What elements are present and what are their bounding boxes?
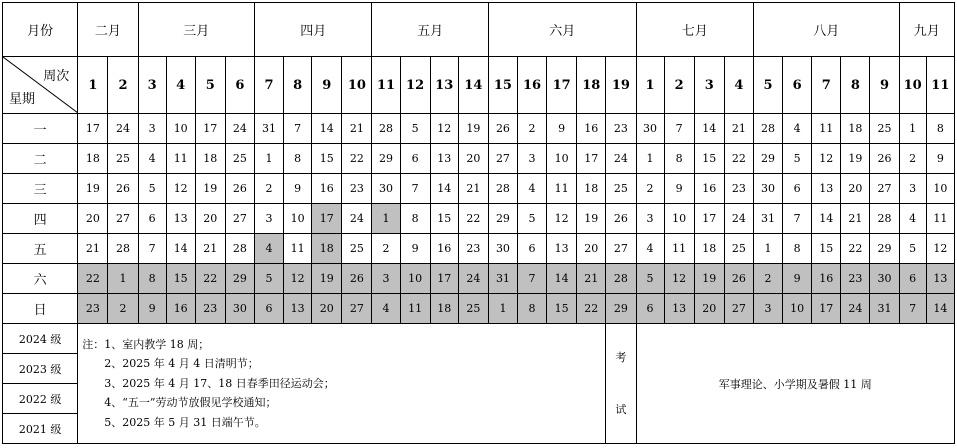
date-cell: 19	[694, 264, 724, 294]
date-cell: 28	[870, 204, 899, 234]
date-cell: 18	[694, 234, 724, 264]
date-cell: 12	[547, 204, 577, 234]
date-cell: 10	[926, 174, 954, 204]
date-cell: 22	[342, 144, 372, 174]
date-cell: 5	[899, 234, 926, 264]
date-cell: 31	[753, 204, 782, 234]
week-number: 17	[547, 57, 577, 114]
date-cell: 21	[342, 114, 372, 144]
day-row	[3, 114, 955, 144]
date-cell: 3	[372, 264, 400, 294]
date-cell: 28	[372, 114, 400, 144]
date-cell: 8	[664, 144, 694, 174]
date-cell: 19	[195, 174, 225, 204]
date-cell: 25	[606, 174, 636, 204]
date-cell: 23	[195, 294, 225, 324]
date-cell: 12	[166, 174, 195, 204]
date-cell: 5	[783, 144, 812, 174]
date-cell: 27	[724, 294, 753, 324]
date-cell: 18	[841, 114, 870, 144]
date-cell: 28	[753, 114, 782, 144]
date-cell: 17	[577, 144, 606, 174]
date-cell: 26	[342, 264, 372, 294]
date-cell: 14	[812, 204, 841, 234]
date-cell: 21	[458, 174, 488, 204]
week-number: 16	[518, 57, 547, 114]
grade-label: 2023 级	[3, 354, 78, 384]
weekday-label: 一	[3, 114, 78, 144]
date-cell: 16	[312, 174, 342, 204]
date-cell: 3	[636, 204, 664, 234]
date-cell: 17	[430, 264, 458, 294]
date-cell: 9	[400, 234, 430, 264]
date-cell: 2	[899, 144, 926, 174]
date-cell: 21	[577, 264, 606, 294]
date-cell: 15	[694, 144, 724, 174]
date-cell: 15	[547, 294, 577, 324]
date-cell: 5	[636, 264, 664, 294]
date-cell: 4	[518, 174, 547, 204]
date-cell: 12	[430, 114, 458, 144]
date-cell: 23	[342, 174, 372, 204]
date-cell: 12	[664, 264, 694, 294]
day-row	[3, 264, 955, 294]
date-cell: 8	[284, 144, 312, 174]
date-cell: 19	[577, 204, 606, 234]
date-cell: 22	[458, 204, 488, 234]
exam-char: 考	[615, 350, 627, 364]
date-cell: 18	[577, 174, 606, 204]
date-cell: 31	[870, 294, 899, 324]
date-cell: 21	[78, 234, 108, 264]
date-cell: 3	[899, 174, 926, 204]
exam-char: 试	[615, 402, 627, 416]
week-number: 2	[108, 57, 138, 114]
date-cell: 11	[812, 114, 841, 144]
date-cell: 14	[430, 174, 458, 204]
date-cell: 6	[400, 144, 430, 174]
date-cell: 23	[724, 174, 753, 204]
date-cell: 6	[636, 294, 664, 324]
date-cell: 14	[312, 114, 342, 144]
date-cell: 24	[458, 264, 488, 294]
date-cell: 4	[899, 204, 926, 234]
date-cell: 23	[78, 294, 108, 324]
date-cell: 27	[606, 234, 636, 264]
date-cell: 9	[926, 144, 954, 174]
date-cell: 11	[664, 234, 694, 264]
date-cell: 1	[488, 294, 517, 324]
date-cell: 19	[458, 114, 488, 144]
date-cell: 24	[841, 294, 870, 324]
date-cell: 8	[400, 204, 430, 234]
date-cell: 17	[78, 114, 108, 144]
date-cell: 10	[783, 294, 812, 324]
date-cell: 26	[724, 264, 753, 294]
date-cell: 6	[254, 294, 283, 324]
date-cell: 7	[284, 114, 312, 144]
week-number: 11	[926, 57, 954, 114]
date-cell: 13	[812, 174, 841, 204]
note-line: 注：1、室内教学 18 周；	[82, 337, 210, 351]
date-cell: 5	[400, 114, 430, 144]
date-cell: 13	[284, 294, 312, 324]
date-cell: 25	[108, 144, 138, 174]
date-cell: 14	[694, 114, 724, 144]
date-cell: 19	[78, 174, 108, 204]
date-cell: 13	[926, 264, 954, 294]
date-cell: 22	[724, 144, 753, 174]
day-row	[3, 294, 955, 324]
month-may: 五月	[372, 3, 488, 57]
date-cell: 21	[724, 114, 753, 144]
date-cell: 30	[488, 234, 517, 264]
corner-cell	[3, 57, 78, 114]
date-cell: 4	[636, 234, 664, 264]
date-cell: 28	[225, 234, 254, 264]
date-cell: 14	[166, 234, 195, 264]
date-cell: 1	[108, 264, 138, 294]
day-row	[3, 174, 955, 204]
date-cell: 9	[783, 264, 812, 294]
date-cell: 3	[138, 114, 166, 144]
date-cell: 25	[225, 144, 254, 174]
date-cell: 28	[488, 174, 517, 204]
date-cell: 30	[870, 264, 899, 294]
date-cell: 27	[225, 204, 254, 234]
date-cell: 22	[577, 294, 606, 324]
date-cell: 1	[254, 144, 283, 174]
weekday-label: 二	[3, 144, 78, 174]
date-cell: 17	[694, 204, 724, 234]
date-cell: 6	[138, 204, 166, 234]
date-cell: 31	[488, 264, 517, 294]
date-cell: 17	[195, 114, 225, 144]
date-cell: 4	[783, 114, 812, 144]
date-cell: 29	[753, 144, 782, 174]
week-label: 周次	[43, 69, 70, 84]
week-number: 6	[783, 57, 812, 114]
date-cell: 27	[108, 204, 138, 234]
week-number: 8	[284, 57, 312, 114]
date-cell: 25	[724, 234, 753, 264]
date-cell: 20	[841, 174, 870, 204]
date-cell: 24	[724, 204, 753, 234]
date-cell: 8	[138, 264, 166, 294]
weekday-label: 三	[3, 174, 78, 204]
date-cell: 10	[166, 114, 195, 144]
date-cell: 1	[372, 204, 400, 234]
weekday-label: 六	[3, 264, 78, 294]
date-cell: 26	[870, 144, 899, 174]
week-number: 7	[254, 57, 283, 114]
week-number: 4	[166, 57, 195, 114]
date-cell: 27	[342, 294, 372, 324]
school-calendar-table	[2, 2, 955, 444]
week-number: 9	[312, 57, 342, 114]
date-cell: 28	[606, 264, 636, 294]
date-cell: 25	[342, 234, 372, 264]
week-number: 4	[724, 57, 753, 114]
date-cell: 1	[636, 144, 664, 174]
date-cell: 11	[400, 294, 430, 324]
date-cell: 30	[225, 294, 254, 324]
date-cell: 17	[312, 204, 342, 234]
date-cell: 6	[899, 264, 926, 294]
date-cell: 29	[372, 144, 400, 174]
date-cell: 24	[225, 114, 254, 144]
week-number: 19	[606, 57, 636, 114]
week-number: 1	[78, 57, 108, 114]
date-cell: 7	[400, 174, 430, 204]
date-cell: 21	[841, 204, 870, 234]
grade-label: 2024 级	[3, 324, 78, 354]
date-cell: 13	[547, 234, 577, 264]
week-number: 5	[753, 57, 782, 114]
date-cell: 8	[518, 294, 547, 324]
date-cell: 15	[812, 234, 841, 264]
week-number: 18	[577, 57, 606, 114]
date-cell: 6	[783, 174, 812, 204]
month-mar: 三月	[138, 3, 254, 57]
week-number: 3	[694, 57, 724, 114]
week-number: 12	[400, 57, 430, 114]
date-cell: 12	[926, 234, 954, 264]
grade-label: 2022 级	[3, 384, 78, 414]
day-label: 星期	[9, 92, 36, 107]
date-cell: 18	[195, 144, 225, 174]
date-cell: 18	[78, 144, 108, 174]
date-cell: 20	[458, 144, 488, 174]
date-cell: 19	[312, 264, 342, 294]
week-number: 9	[870, 57, 899, 114]
day-row	[3, 144, 955, 174]
date-cell: 19	[841, 144, 870, 174]
date-cell: 24	[108, 114, 138, 144]
note-line: 3、2025 年 4 月 17、18 日春季田径运动会；	[104, 376, 335, 390]
date-cell: 26	[606, 204, 636, 234]
date-cell: 17	[812, 294, 841, 324]
date-cell: 2	[254, 174, 283, 204]
date-cell: 12	[284, 264, 312, 294]
date-cell: 3	[753, 294, 782, 324]
date-cell: 7	[138, 234, 166, 264]
date-cell: 27	[488, 144, 517, 174]
date-cell: 29	[870, 234, 899, 264]
week-number: 15	[488, 57, 517, 114]
month-feb: 二月	[78, 3, 138, 57]
date-cell: 24	[606, 144, 636, 174]
date-cell: 26	[488, 114, 517, 144]
date-cell: 30	[636, 114, 664, 144]
date-cell: 22	[195, 264, 225, 294]
date-cell: 31	[254, 114, 283, 144]
date-cell: 22	[78, 264, 108, 294]
date-cell: 29	[488, 204, 517, 234]
date-cell: 8	[783, 234, 812, 264]
month-header-row	[3, 3, 955, 57]
date-cell: 13	[430, 144, 458, 174]
date-cell: 27	[870, 174, 899, 204]
date-cell: 4	[138, 144, 166, 174]
day-row	[3, 204, 955, 234]
date-cell: 6	[518, 234, 547, 264]
date-cell: 24	[342, 204, 372, 234]
date-cell: 9	[138, 294, 166, 324]
month-sep: 九月	[899, 3, 954, 57]
date-cell: 23	[841, 264, 870, 294]
date-cell: 7	[518, 264, 547, 294]
week-number: 8	[841, 57, 870, 114]
date-cell: 30	[753, 174, 782, 204]
date-cell: 9	[664, 174, 694, 204]
weekday-label: 四	[3, 204, 78, 234]
month-label: 月份	[3, 3, 78, 57]
date-cell: 4	[372, 294, 400, 324]
footer-section	[3, 324, 955, 444]
week-number: 11	[372, 57, 400, 114]
date-cell: 10	[400, 264, 430, 294]
date-cell: 7	[783, 204, 812, 234]
date-cell: 25	[870, 114, 899, 144]
date-cell: 23	[606, 114, 636, 144]
date-cell: 11	[547, 174, 577, 204]
date-cell: 8	[926, 114, 954, 144]
note-line: 2、2025 年 4 月 4 日清明节；	[104, 357, 259, 371]
month-jun: 六月	[488, 3, 636, 57]
date-cell: 2	[518, 114, 547, 144]
week-number: 2	[664, 57, 694, 114]
date-cell: 15	[430, 204, 458, 234]
date-cell: 1	[899, 114, 926, 144]
date-cell: 12	[812, 144, 841, 174]
date-cell: 14	[547, 264, 577, 294]
date-cell: 16	[166, 294, 195, 324]
date-cell: 20	[312, 294, 342, 324]
date-cell: 2	[636, 174, 664, 204]
date-cell: 29	[606, 294, 636, 324]
military-summer-cell: 军事理论、小学期及暑假 11 周	[636, 324, 955, 444]
date-cell: 20	[195, 204, 225, 234]
date-cell: 15	[166, 264, 195, 294]
footer-row	[3, 324, 955, 354]
date-cell: 16	[812, 264, 841, 294]
date-cell: 2	[108, 294, 138, 324]
date-cell: 13	[664, 294, 694, 324]
weekday-label: 五	[3, 234, 78, 264]
exam-cell	[606, 324, 636, 444]
date-cell: 5	[254, 264, 283, 294]
date-cell: 25	[458, 294, 488, 324]
week-number: 1	[636, 57, 664, 114]
date-cell: 28	[108, 234, 138, 264]
date-cell: 15	[312, 144, 342, 174]
notes-block	[78, 324, 606, 444]
week-number: 13	[430, 57, 458, 114]
date-cell: 2	[753, 264, 782, 294]
date-cell: 3	[518, 144, 547, 174]
day-row	[3, 234, 955, 264]
date-cell: 26	[225, 174, 254, 204]
month-apr: 四月	[254, 3, 371, 57]
date-cell: 16	[694, 174, 724, 204]
note-line: 5、2025 年 5 月 31 日端午节。	[104, 415, 266, 429]
date-cell: 9	[284, 174, 312, 204]
date-cell: 10	[547, 144, 577, 174]
date-cell: 1	[753, 234, 782, 264]
date-cell: 4	[254, 234, 283, 264]
date-cell: 10	[664, 204, 694, 234]
date-cell: 7	[664, 114, 694, 144]
date-cell: 5	[518, 204, 547, 234]
weekday-label: 日	[3, 294, 78, 324]
date-cell: 13	[166, 204, 195, 234]
date-cell: 11	[284, 234, 312, 264]
date-cell: 26	[108, 174, 138, 204]
week-header-row	[3, 57, 955, 114]
date-cell: 16	[430, 234, 458, 264]
date-cell: 14	[926, 294, 954, 324]
date-cell: 22	[841, 234, 870, 264]
date-cell: 20	[78, 204, 108, 234]
date-cell: 5	[138, 174, 166, 204]
month-aug: 八月	[753, 3, 899, 57]
week-number: 7	[812, 57, 841, 114]
date-cell: 20	[694, 294, 724, 324]
date-cell: 2	[372, 234, 400, 264]
week-number: 14	[458, 57, 488, 114]
date-cell: 30	[372, 174, 400, 204]
date-cell: 18	[430, 294, 458, 324]
date-cell: 16	[577, 114, 606, 144]
grade-label: 2021 级	[3, 414, 78, 444]
date-cell: 20	[577, 234, 606, 264]
month-jul: 七月	[636, 3, 753, 57]
date-cell: 10	[284, 204, 312, 234]
date-cell: 23	[458, 234, 488, 264]
date-cell: 3	[254, 204, 283, 234]
week-number: 10	[342, 57, 372, 114]
date-cell: 18	[312, 234, 342, 264]
date-cell: 11	[166, 144, 195, 174]
date-cell: 9	[547, 114, 577, 144]
day-rows	[3, 114, 955, 324]
week-number: 5	[195, 57, 225, 114]
week-number: 6	[225, 57, 254, 114]
week-number: 10	[899, 57, 926, 114]
note-line: 4、“五一”劳动节放假见学校通知；	[104, 396, 277, 410]
week-number: 3	[138, 57, 166, 114]
date-cell: 7	[899, 294, 926, 324]
date-cell: 21	[195, 234, 225, 264]
date-cell: 11	[926, 204, 954, 234]
date-cell: 29	[225, 264, 254, 294]
